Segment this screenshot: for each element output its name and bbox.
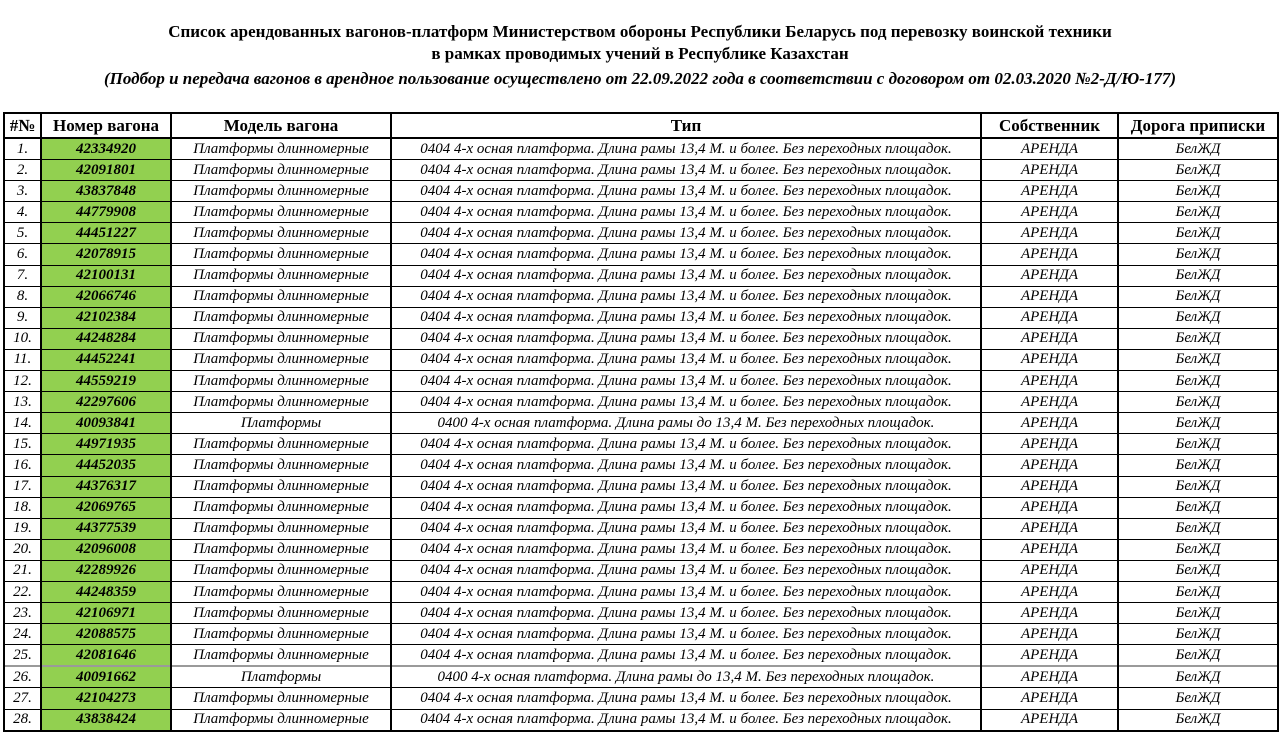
cell-wagon-model: Платформы длинномерные [171,202,391,223]
cell-wagon-number: 42091801 [41,160,171,181]
col-header-wagon-model: Модель вагона [171,113,391,138]
cell-wagon-model: Платформы длинномерные [171,581,391,602]
cell-wagon-model: Платформы длинномерные [171,645,391,667]
cell-owner: АРЕНДА [981,223,1118,244]
cell-type: 0400 4-х осная платформа. Длина рамы до 13,4 М. Без переходных площадок. [391,666,981,688]
table-row [4,286,1278,307]
cell-owner: АРЕНДА [981,518,1118,539]
cell-owner: АРЕНДА [981,688,1118,709]
cell-type: 0404 4-х осная платформа. Длина рамы 13,4 М. и более. Без переходных площадок. [391,539,981,560]
cell-index: 3. [4,181,41,202]
cell-owner: АРЕНДА [981,476,1118,497]
table-row [4,371,1278,392]
cell-owner: АРЕНДА [981,624,1118,645]
cell-owner: АРЕНДА [981,265,1118,286]
cell-registry-road: БелЖД [1118,709,1278,731]
cell-wagon-number: 42100131 [41,265,171,286]
cell-type: 0404 4-х осная платформа. Длина рамы 13,4 М. и более. Без переходных площадок. [391,688,981,709]
cell-type: 0404 4-х осная платформа. Длина рамы 13,4 М. и более. Без переходных площадок. [391,181,981,202]
cell-index: 28. [4,709,41,731]
cell-wagon-model: Платформы длинномерные [171,181,391,202]
cell-index: 6. [4,244,41,265]
cell-wagon-model: Платформы длинномерные [171,392,391,413]
table-row [4,265,1278,286]
cell-wagon-model: Платформы длинномерные [171,265,391,286]
table-row [4,307,1278,328]
cell-wagon-model: Платформы длинномерные [171,328,391,349]
cell-wagon-number: 42102384 [41,307,171,328]
cell-registry-road: БелЖД [1118,688,1278,709]
table-row [4,603,1278,624]
cell-index: 7. [4,265,41,286]
cell-type: 0404 4-х осная платформа. Длина рамы 13,4 М. и более. Без переходных площадок. [391,349,981,370]
cell-registry-road: БелЖД [1118,645,1278,667]
table-row [4,244,1278,265]
cell-wagon-number: 43838424 [41,709,171,731]
cell-registry-road: БелЖД [1118,603,1278,624]
cell-index: 9. [4,307,41,328]
cell-wagon-model: Платформы длинномерные [171,349,391,370]
cell-index: 4. [4,202,41,223]
cell-type: 0404 4-х осная платформа. Длина рамы 13,4 М. и более. Без переходных площадок. [391,265,981,286]
cell-registry-road: БелЖД [1118,265,1278,286]
cell-registry-road: БелЖД [1118,666,1278,688]
cell-index: 11. [4,349,41,370]
table-row [4,455,1278,476]
cell-wagon-number: 40093841 [41,413,171,434]
cell-index: 17. [4,476,41,497]
cell-owner: АРЕНДА [981,181,1118,202]
table-row [4,497,1278,518]
cell-index: 24. [4,624,41,645]
cell-index: 18. [4,497,41,518]
cell-type: 0404 4-х осная платформа. Длина рамы 13,4 М. и более. Без переходных площадок. [391,160,981,181]
cell-index: 14. [4,413,41,434]
cell-registry-road: БелЖД [1118,328,1278,349]
cell-wagon-number: 40091662 [41,666,171,688]
cell-type: 0404 4-х осная платформа. Длина рамы 13,4 М. и более. Без переходных площадок. [391,392,981,413]
cell-wagon-model: Платформы длинномерные [171,455,391,476]
table-row [4,328,1278,349]
table-row [4,518,1278,539]
cell-type: 0404 4-х осная платформа. Длина рамы 13,4 М. и более. Без переходных площадок. [391,709,981,731]
cell-wagon-model: Платформы [171,666,391,688]
cell-index: 21. [4,560,41,581]
cell-wagon-number: 44779908 [41,202,171,223]
cell-wagon-model: Платформы длинномерные [171,286,391,307]
cell-owner: АРЕНДА [981,434,1118,455]
cell-type: 0404 4-х осная платформа. Длина рамы 13,4 М. и более. Без переходных площадок. [391,518,981,539]
cell-owner: АРЕНДА [981,392,1118,413]
table-row [4,160,1278,181]
cell-type: 0404 4-х осная платформа. Длина рамы 13,4 М. и более. Без переходных площадок. [391,286,981,307]
cell-wagon-model: Платформы длинномерные [171,244,391,265]
table-row [4,624,1278,645]
cell-index: 12. [4,371,41,392]
cell-type: 0404 4-х осная платформа. Длина рамы 13,4 М. и более. Без переходных площадок. [391,223,981,244]
cell-registry-road: БелЖД [1118,244,1278,265]
header-row [4,113,1278,138]
col-header-index: #№ [4,113,41,138]
cell-registry-road: БелЖД [1118,581,1278,602]
cell-wagon-number: 42088575 [41,624,171,645]
document-title [0,0,1280,112]
cell-wagon-number: 42069765 [41,497,171,518]
cell-owner: АРЕНДА [981,560,1118,581]
cell-registry-road: БелЖД [1118,202,1278,223]
cell-registry-road: БелЖД [1118,181,1278,202]
cell-owner: АРЕНДА [981,286,1118,307]
cell-wagon-number: 44377539 [41,518,171,539]
cell-wagon-model: Платформы длинномерные [171,371,391,392]
cell-wagon-number: 42078915 [41,244,171,265]
cell-registry-road: БелЖД [1118,518,1278,539]
cell-type: 0404 4-х осная платформа. Длина рамы 13,4 М. и более. Без переходных площадок. [391,138,981,160]
cell-wagon-model: Платформы длинномерные [171,160,391,181]
cell-index: 10. [4,328,41,349]
cell-type: 0404 4-х осная платформа. Длина рамы 13,4 М. и более. Без переходных площадок. [391,581,981,602]
cell-wagon-number: 44248359 [41,581,171,602]
cell-index: 19. [4,518,41,539]
cell-wagon-model: Платформы длинномерные [171,603,391,624]
cell-owner: АРЕНДА [981,666,1118,688]
cell-index: 27. [4,688,41,709]
table-row [4,413,1278,434]
cell-wagon-number: 44451227 [41,223,171,244]
cell-wagon-number: 44452241 [41,349,171,370]
cell-index: 8. [4,286,41,307]
cell-type: 0404 4-х осная платформа. Длина рамы 13,4 М. и более. Без переходных площадок. [391,497,981,518]
cell-wagon-model: Платформы длинномерные [171,518,391,539]
cell-type: 0404 4-х осная платформа. Длина рамы 13,4 М. и более. Без переходных площадок. [391,307,981,328]
cell-wagon-model: Платформы длинномерные [171,476,391,497]
table-row [4,666,1278,688]
cell-wagon-model: Платформы длинномерные [171,624,391,645]
cell-type: 0404 4-х осная платформа. Длина рамы 13,4 М. и более. Без переходных площадок. [391,328,981,349]
cell-registry-road: БелЖД [1118,455,1278,476]
cell-index: 16. [4,455,41,476]
cell-owner: АРЕНДА [981,307,1118,328]
cell-wagon-number: 42081646 [41,645,171,667]
cell-wagon-number: 42334920 [41,138,171,160]
cell-owner: АРЕНДА [981,371,1118,392]
cell-index: 2. [4,160,41,181]
cell-registry-road: БелЖД [1118,160,1278,181]
table-row [4,223,1278,244]
table-row [4,476,1278,497]
cell-owner: АРЕНДА [981,539,1118,560]
cell-type: 0404 4-х осная платформа. Длина рамы 13,4 М. и более. Без переходных площадок. [391,202,981,223]
cell-registry-road: БелЖД [1118,497,1278,518]
cell-wagon-model: Платформы длинномерные [171,497,391,518]
table-row [4,392,1278,413]
cell-registry-road: БелЖД [1118,624,1278,645]
cell-wagon-model: Платформы длинномерные [171,539,391,560]
cell-wagon-number: 42106971 [41,603,171,624]
cell-registry-road: БелЖД [1118,223,1278,244]
table-row [4,709,1278,731]
cell-type: 0404 4-х осная платформа. Длина рамы 13,4 М. и более. Без переходных площадок. [391,455,981,476]
table-row [4,349,1278,370]
cell-type: 0404 4-х осная платформа. Длина рамы 13,4 М. и более. Без переходных площадок. [391,645,981,667]
cell-registry-road: БелЖД [1118,539,1278,560]
cell-index: 23. [4,603,41,624]
cell-owner: АРЕНДА [981,160,1118,181]
cell-index: 15. [4,434,41,455]
cell-owner: АРЕНДА [981,138,1118,160]
table-row [4,202,1278,223]
col-header-registry-road: Дорога приписки [1118,113,1278,138]
cell-wagon-model: Платформы длинномерные [171,688,391,709]
cell-registry-road: БелЖД [1118,371,1278,392]
title-line-1: Список арендованных вагонов-платформ Министерством обороны Республики Беларусь под перевозку воинской техники [168,22,1112,41]
cell-wagon-model: Платформы длинномерные [171,307,391,328]
cell-wagon-number: 44559219 [41,371,171,392]
table-header [4,113,1278,138]
cell-wagon-number: 42096008 [41,539,171,560]
cell-wagon-number: 42104273 [41,688,171,709]
cell-owner: АРЕНДА [981,202,1118,223]
cell-wagon-number: 44376317 [41,476,171,497]
cell-owner: АРЕНДА [981,603,1118,624]
cell-index: 22. [4,581,41,602]
cell-wagon-number: 42066746 [41,286,171,307]
cell-owner: АРЕНДА [981,581,1118,602]
table-row [4,434,1278,455]
table-row [4,138,1278,160]
cell-type: 0404 4-х осная платформа. Длина рамы 13,4 М. и более. Без переходных площадок. [391,560,981,581]
cell-wagon-model: Платформы длинномерные [171,223,391,244]
cell-index: 13. [4,392,41,413]
cell-registry-road: БелЖД [1118,286,1278,307]
cell-index: 1. [4,138,41,160]
cell-wagon-number: 44248284 [41,328,171,349]
table-row [4,560,1278,581]
cell-registry-road: БелЖД [1118,434,1278,455]
cell-type: 0400 4-х осная платформа. Длина рамы до 13,4 М. Без переходных площадок. [391,413,981,434]
cell-owner: АРЕНДА [981,413,1118,434]
cell-registry-road: БелЖД [1118,307,1278,328]
cell-owner: АРЕНДА [981,455,1118,476]
cell-registry-road: БелЖД [1118,138,1278,160]
cell-owner: АРЕНДА [981,244,1118,265]
cell-type: 0404 4-х осная платформа. Длина рамы 13,4 М. и более. Без переходных площадок. [391,244,981,265]
cell-index: 20. [4,539,41,560]
cell-owner: АРЕНДА [981,349,1118,370]
table-row [4,581,1278,602]
cell-index: 26. [4,666,41,688]
cell-type: 0404 4-х осная платформа. Длина рамы 13,4 М. и более. Без переходных площадок. [391,434,981,455]
table-row [4,181,1278,202]
table-row [4,645,1278,667]
title-line-2: в рамках проводимых учений в Республике Казахстан [431,44,849,63]
col-header-type: Тип [391,113,981,138]
cell-wagon-number: 44452035 [41,455,171,476]
col-header-owner: Собственник [981,113,1118,138]
cell-wagon-model: Платформы длинномерные [171,560,391,581]
cell-registry-road: БелЖД [1118,413,1278,434]
cell-wagon-model: Платформы длинномерные [171,138,391,160]
cell-wagon-model: Платформы [171,413,391,434]
cell-type: 0404 4-х осная платформа. Длина рамы 13,4 М. и более. Без переходных площадок. [391,603,981,624]
cell-wagon-number: 44971935 [41,434,171,455]
cell-owner: АРЕНДА [981,709,1118,731]
cell-registry-road: БелЖД [1118,349,1278,370]
table-row [4,539,1278,560]
cell-owner: АРЕНДА [981,497,1118,518]
cell-type: 0404 4-х осная платформа. Длина рамы 13,4 М. и более. Без переходных площадок. [391,476,981,497]
cell-registry-road: БелЖД [1118,476,1278,497]
cell-registry-road: БелЖД [1118,560,1278,581]
title-contract-note: (Подбор и передача вагонов в арендное пользование осуществлено от 22.09.2022 года в соответствии с договором от 02.03.2020 №2-Д/Ю-177) [103,69,1176,88]
cell-wagon-number: 42297606 [41,392,171,413]
cell-index: 5. [4,223,41,244]
cell-type: 0404 4-х осная платформа. Длина рамы 13,4 М. и более. Без переходных площадок. [391,371,981,392]
cell-wagon-model: Платформы длинномерные [171,434,391,455]
cell-index: 25. [4,645,41,667]
cell-owner: АРЕНДА [981,328,1118,349]
cell-owner: АРЕНДА [981,645,1118,667]
table-row [4,688,1278,709]
cell-registry-road: БелЖД [1118,392,1278,413]
cell-wagon-model: Платформы длинномерные [171,709,391,731]
table-body [4,138,1278,731]
cell-type: 0404 4-х осная платформа. Длина рамы 13,4 М. и более. Без переходных площадок. [391,624,981,645]
wagon-table [3,112,1279,732]
col-header-wagon-number: Номер вагона [41,113,171,138]
cell-wagon-number: 43837848 [41,181,171,202]
cell-wagon-number: 42289926 [41,560,171,581]
